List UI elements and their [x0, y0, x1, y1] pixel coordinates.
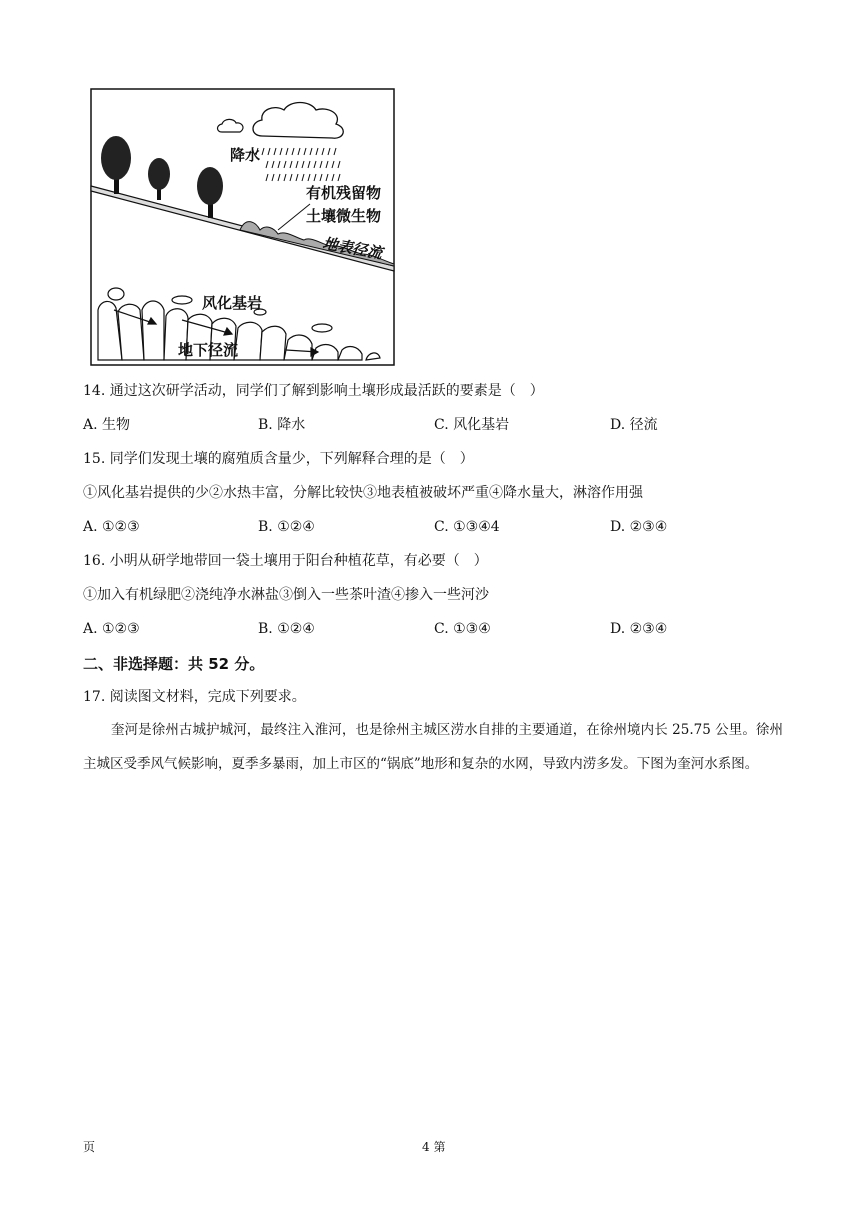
q16-statements: ①加入有机绿肥②浇纯净水淋盐③倒入一些茶叶渣④掺入一些河沙	[83, 587, 489, 603]
q14-option-c[interactable]: C. 风化基岩	[434, 417, 510, 433]
q15-option-c[interactable]: C. ①③④4	[434, 519, 500, 535]
page-number: 4 第	[422, 1140, 446, 1154]
footer-left: 页	[83, 1140, 96, 1154]
q15-stem: 15. 同学们发现土壤的腐殖质含量少，下列解释合理的是（ ）	[83, 451, 474, 467]
q16-option-d[interactable]: D. ②③④	[610, 621, 668, 637]
q17-stem: 17. 阅读图文材料，完成下列要求。	[83, 689, 306, 705]
label-soil-microbe: 土壤微生物	[306, 207, 382, 225]
q16-option-b[interactable]: B. ①②④	[258, 621, 315, 637]
q14-option-a[interactable]: A. 生物	[83, 417, 131, 433]
q17-paragraph: 奎河是徐州古城护城河，最终注入淮河，也是徐州主城区涝水自排的主要通道，在徐州境内长 25.75 公里。徐州主城区受季风气候影响，夏季多暴雨，加上市区的“锅底”地形和复杂的水网，导致内涝多发。下图为奎河水系图。	[83, 722, 783, 772]
soil-formation-diagram	[90, 88, 395, 366]
q15-statements: ①风化基岩提供的少②水热丰富，分解比较快③地表植被破坏严重④降水量大，淋溶作用强	[83, 485, 643, 501]
label-groundwater-runoff: 地下径流	[178, 341, 239, 359]
q15-option-d[interactable]: D. ②③④	[610, 519, 668, 535]
section-heading: 二、非选择题：共 52 分。	[83, 655, 265, 673]
q14-option-b[interactable]: B. 降水	[258, 417, 306, 433]
q16-option-c[interactable]: C. ①③④	[434, 621, 491, 637]
label-weathered-bedrock: 风化基岩	[202, 294, 263, 312]
q16-option-a[interactable]: A. ①②③	[83, 621, 140, 637]
label-precipitation: 降水	[230, 146, 261, 164]
label-surface-runoff: 地表径流	[321, 234, 384, 263]
label-organic-residue: 有机残留物	[306, 184, 382, 202]
q15-option-a[interactable]: A. ①②③	[83, 519, 140, 535]
q14-option-d[interactable]: D. 径流	[610, 417, 658, 433]
q16-stem: 16. 小明从研学地带回一袋土壤用于阳台种植花草，有必要（ ）	[83, 553, 488, 569]
q14-stem: 14. 通过这次研学活动，同学们了解到影响土壤形成最活跃的要素是（ ）	[83, 383, 544, 399]
q15-option-b[interactable]: B. ①②④	[258, 519, 315, 535]
